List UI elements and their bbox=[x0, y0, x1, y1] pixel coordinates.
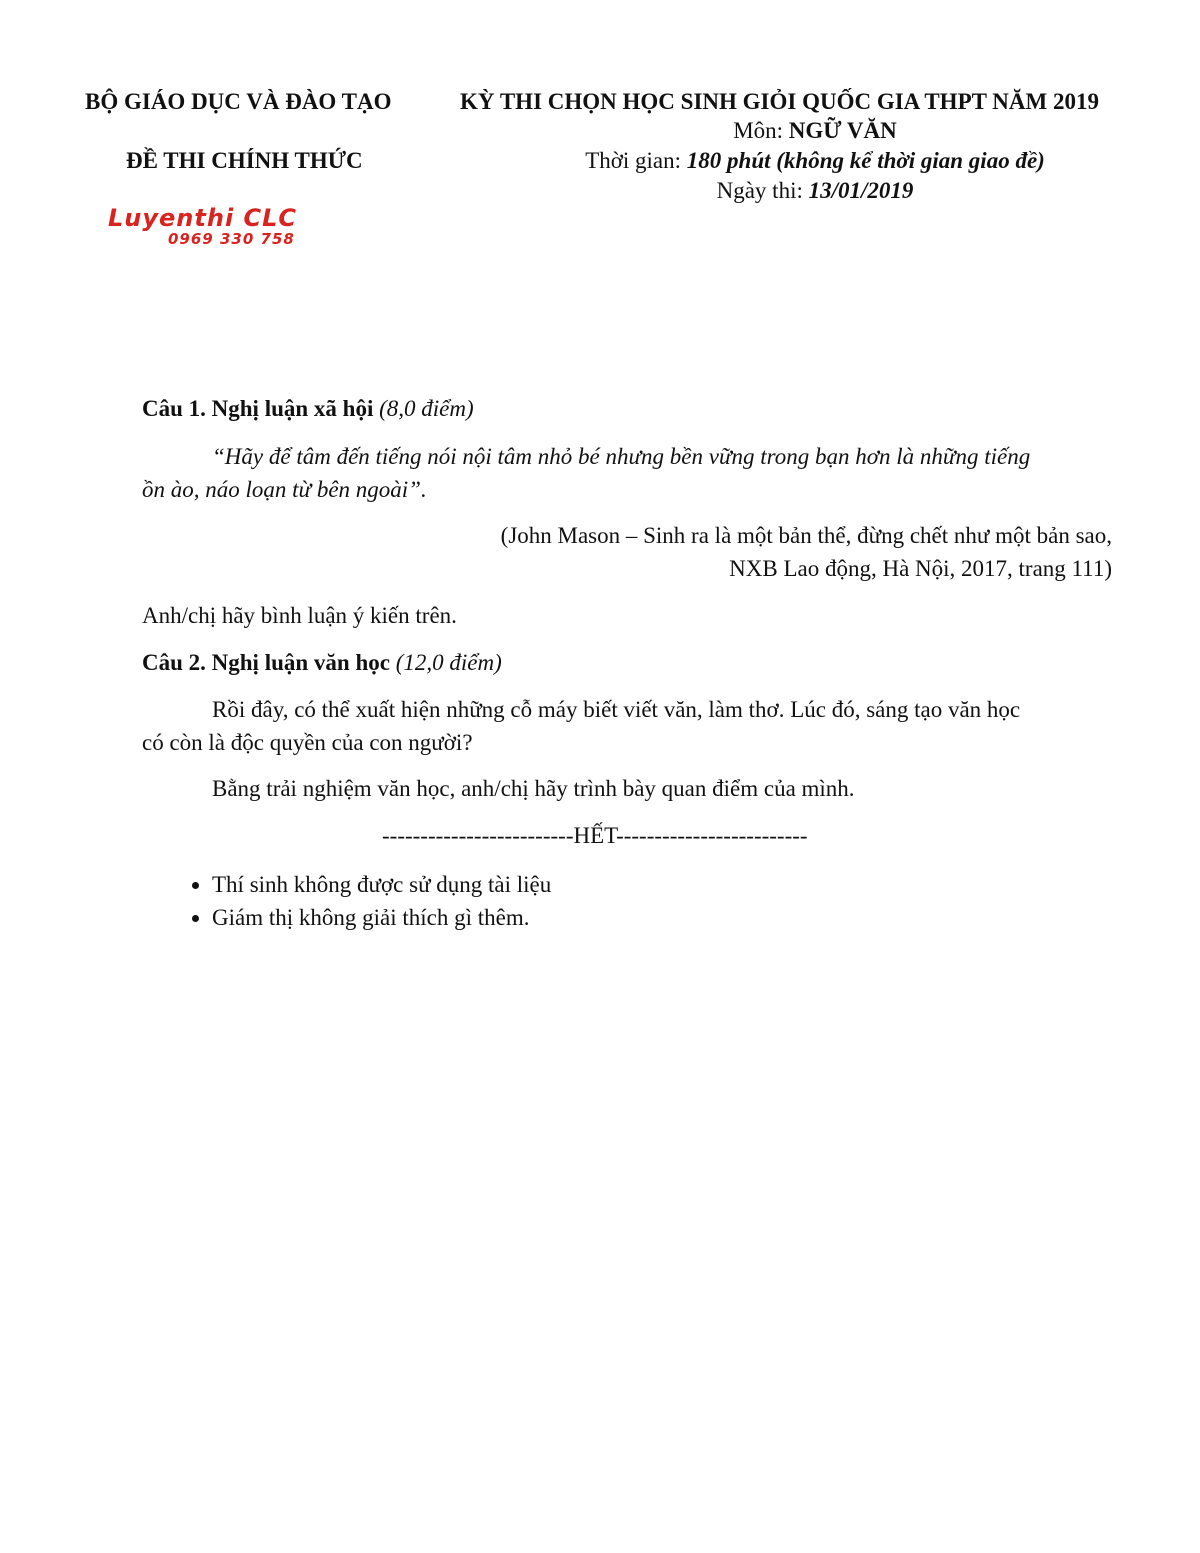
question-2-para-2: Bằng trải nghiệm văn học, anh/chị hãy trình bày quan điểm của mình. bbox=[212, 776, 855, 801]
subject-line bbox=[0, 118, 1200, 144]
end-of-exam-marker: -------------------------HẾT------------------------- bbox=[382, 823, 808, 848]
subject-value: NGỮ VĂN bbox=[788, 118, 897, 143]
question-2-para-1-line-1: Rồi đây, có thể xuất hiện những cỗ máy biết viết văn, làm thơ. Lúc đó, sáng tạo văn học bbox=[212, 697, 1021, 722]
date-label: Ngày thi: bbox=[716, 178, 809, 203]
date-value: 13/01/2019 bbox=[808, 178, 914, 203]
quote-line-2: ồn ào, náo loạn từ bên ngoài”. bbox=[142, 477, 427, 502]
subject-label: Môn: bbox=[733, 118, 789, 143]
logo-name: Luyenthi CLC bbox=[108, 204, 298, 232]
exam-notes-list bbox=[142, 868, 551, 934]
question-2-points: (12,0 điểm) bbox=[395, 650, 502, 675]
question-2-heading bbox=[142, 646, 502, 679]
issuing-organization: BỘ GIÁO DỤC VÀ ĐÀO TẠO bbox=[85, 89, 392, 114]
logo-phone: 0969 330 758 bbox=[168, 230, 295, 248]
quote-line-1: “Hãy để tâm đến tiếng nói nội tâm nhỏ bé nhưng bền vững trong bạn hơn là những tiếng bbox=[212, 444, 1031, 469]
time-line bbox=[0, 148, 1200, 174]
question-1-title: Câu 1. Nghị luận xã hội bbox=[142, 396, 374, 421]
exam-title: KỲ THI CHỌN HỌC SINH GIỎI QUỐC GIA THPT NĂM 2019 bbox=[460, 89, 1099, 114]
question-2-title: Câu 2. Nghị luận văn học bbox=[142, 650, 390, 675]
date-line bbox=[0, 178, 1200, 204]
question-1-task: Anh/chị hãy bình luận ý kiến trên. bbox=[142, 603, 457, 628]
time-value: 180 phút (không kể thời gian giao đề) bbox=[686, 148, 1045, 173]
time-label: Thời gian: bbox=[585, 148, 687, 173]
note-item: • Thí sinh không được sử dụng tài liệu bbox=[212, 868, 551, 901]
note-item: • Giám thị không giải thích gì thêm. bbox=[212, 901, 551, 934]
question-2-para-1-line-2: có còn là độc quyền của con người? bbox=[142, 730, 473, 755]
question-1-points: (8,0 điểm) bbox=[379, 396, 474, 421]
question-1-heading bbox=[142, 392, 474, 425]
quote-source-line-2: NXB Lao động, Hà Nội, 2017, trang 111) bbox=[729, 556, 1112, 581]
quote-source-line-1: (John Mason – Sinh ra là một bản thể, đừng chết như một bản sao, bbox=[500, 523, 1112, 548]
official-exam-label: ĐỀ THI CHÍNH THỨC bbox=[126, 148, 363, 173]
